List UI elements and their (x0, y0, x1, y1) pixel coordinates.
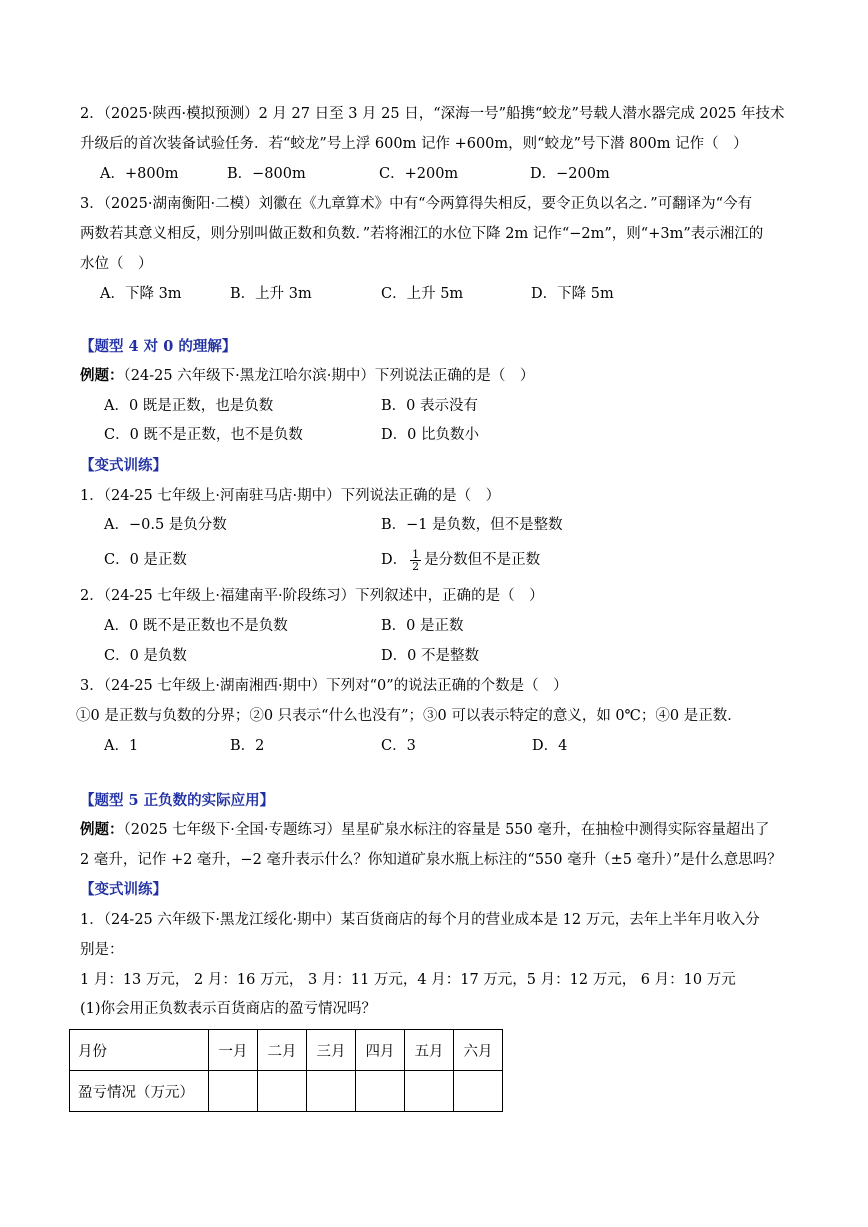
table-row-header (70, 1030, 503, 1071)
q3-option-d[interactable]: D．下降 5m (531, 286, 614, 302)
s4-p1-stem: 1．（24-25 七年级上·河南驻马店·期中）下列说法正确的是（ ） (80, 488, 501, 504)
s4-p2-stem: 2．（24-25 七年级上·福建南平·阶段练习）下列叙述中，正确的是（ ） (80, 588, 544, 604)
q3-option-c[interactable]: C．上升 5m (381, 286, 464, 302)
section-4-title: 【题型 4 对 0 的理解】 (80, 338, 237, 355)
one-half-fraction (410, 549, 421, 572)
s4-p2-option-b[interactable]: B．0 是正数 (381, 618, 464, 634)
q2-line-2: 升级后的首次装备试验任务．若“蛟龙”号上浮 600m 记作 +600m，则“蛟龙”号下潜 800m 记作（ ） (80, 136, 748, 152)
q3-options (100, 284, 860, 304)
q3-option-a[interactable]: A．下降 3m (100, 286, 182, 302)
q3-line-3: 水位（ ） (80, 256, 153, 272)
s4-example-options-row-2 (104, 425, 864, 445)
q2-line-1: 2．（2025·陕西·模拟预测）2 月 27 日至 3 月 25 日，“深海一号”船携“蛟龙”号载人潜水器完成 2025 年技术 (80, 106, 785, 122)
section-5-title: 【题型 5 正负数的实际应用】 (80, 792, 275, 809)
q3-line-2: 两数若其意义相反，则分别叫做正数和负数．”若将湘江的水位下降 2m 记作“−2m”，则“+3m”表示湘江的 (80, 226, 764, 242)
table-month-5: 五月 (405, 1030, 454, 1071)
option-d-suffix: 是分数但不是正数 (424, 552, 541, 568)
s4-p1-options-row-2 (104, 547, 864, 573)
s4-p3-option-a[interactable]: A．1 (104, 738, 139, 754)
profit-loss-table (69, 1029, 503, 1112)
table-header-label: 月份 (70, 1030, 209, 1071)
table-month-3: 三月 (307, 1030, 356, 1071)
section-4-example (80, 366, 534, 386)
example-label: 例题： (80, 821, 124, 838)
example-text-line-1: （2025 七年级下·全国·专题练习）星星矿泉水标注的容量是 550 毫升，在抽检中测得实际容量超出了 (123, 822, 770, 838)
table-cell-value[interactable] (356, 1071, 405, 1112)
table-cell-value[interactable] (307, 1071, 356, 1112)
table-cell-value[interactable] (454, 1071, 503, 1112)
q2-option-c[interactable]: C．+200m (379, 166, 459, 182)
s5-p1-line-1: 1．（24-25 六年级下·黑龙江绥化·期中）某百货商店的每个月的营业成本是 12 万元，去年上半年月收入分 (80, 912, 760, 928)
s4-p2-option-a[interactable]: A．0 既不是正数也不是负数 (104, 618, 288, 634)
s4-p2-option-d[interactable]: D．0 不是整数 (381, 648, 479, 664)
s5-p1-line-2: 别是： (80, 942, 124, 958)
s4-p2-options-row-2 (104, 646, 864, 666)
s4-example-option-c[interactable]: C．0 既不是正数，也不是负数 (104, 427, 303, 443)
table-month-2: 二月 (258, 1030, 307, 1071)
table-month-6: 六月 (454, 1030, 503, 1071)
q3-line-1: 3．（2025·湖南衡阳·二模）刘徽在《九章算术》中有“今两算得失相反，要令正负以名之．”可翻译为“今有 (80, 196, 753, 212)
s4-p2-options-row-1 (104, 616, 864, 636)
table-cell-value[interactable] (405, 1071, 454, 1112)
section-5-example-line-2: 2 毫升，记作 +2 毫升，−2 毫升表示什么？你知道矿泉水瓶上标注的“550 毫升（±5 毫升）”是什么意思吗？ (80, 852, 782, 868)
s4-practice-label: 【变式训练】 (80, 457, 167, 474)
s4-p1-option-a[interactable]: A．−0.5 是负分数 (104, 517, 227, 533)
s5-income-list: 1 月：13 万元， 2 月：16 万元， 3 月：11 万元，4 月：17 万元，5 月：12 万元， 6 月：10 万元 (80, 972, 736, 988)
q2-option-a[interactable]: A．+800m (100, 166, 179, 182)
table-cell-value[interactable] (258, 1071, 307, 1112)
s4-example-option-b[interactable]: B．0 表示没有 (381, 398, 478, 414)
s4-p3-options (104, 736, 864, 756)
s4-p3-statements: ①0 是正数与负数的分界；②0 只表示“什么也没有”；③0 可以表示特定的意义，如 0℃；④0 是正数． (76, 708, 742, 724)
s4-p2-option-c[interactable]: C．0 是负数 (104, 648, 187, 664)
s4-p1-option-d[interactable] (381, 544, 540, 576)
table-row-label: 盈亏情况（万元） (70, 1071, 209, 1112)
example-label: 例题： (80, 367, 124, 384)
q2-option-b[interactable]: B．−800m (227, 166, 306, 182)
example-text: （24-25 六年级下·黑龙江哈尔滨·期中）下列说法正确的是（ ） (123, 368, 535, 384)
s4-p3-option-d[interactable]: D．4 (532, 738, 568, 754)
table-month-4: 四月 (356, 1030, 405, 1071)
s5-practice-label: 【变式训练】 (80, 881, 167, 898)
q2-options (100, 164, 860, 184)
s4-p3-option-c[interactable]: C．3 (381, 738, 416, 754)
section-5-example-line-1 (80, 820, 769, 840)
s4-p1-options-row-1 (104, 515, 864, 535)
s4-p1-option-c[interactable]: C．0 是正数 (104, 552, 187, 568)
fraction-denominator: 2 (412, 559, 420, 573)
s4-example-option-a[interactable]: A．0 既是正数，也是负数 (104, 398, 274, 414)
table-cell-value[interactable] (209, 1071, 258, 1112)
option-d-prefix: D． (381, 552, 408, 568)
s4-p3-stem: 3．（24-25 七年级上·湖南湘西·期中）下列对“0”的说法正确的个数是（ ） (80, 678, 568, 694)
s5-sub-question-1: (1)你会用正负数表示百货商店的盈亏情况吗？ (80, 1001, 377, 1017)
s4-p1-option-b[interactable]: B．−1 是负数，但不是整数 (381, 517, 563, 533)
s4-p3-option-b[interactable]: B．2 (230, 738, 265, 754)
s4-example-options-row-1 (104, 396, 864, 416)
table-month-1: 一月 (209, 1030, 258, 1071)
table-row-values (70, 1071, 503, 1112)
s4-example-option-d[interactable]: D．0 比负数小 (381, 427, 479, 443)
q2-option-d[interactable]: D．−200m (530, 166, 610, 182)
q3-option-b[interactable]: B．上升 3m (230, 286, 312, 302)
fraction-numerator: 1 (412, 547, 420, 561)
